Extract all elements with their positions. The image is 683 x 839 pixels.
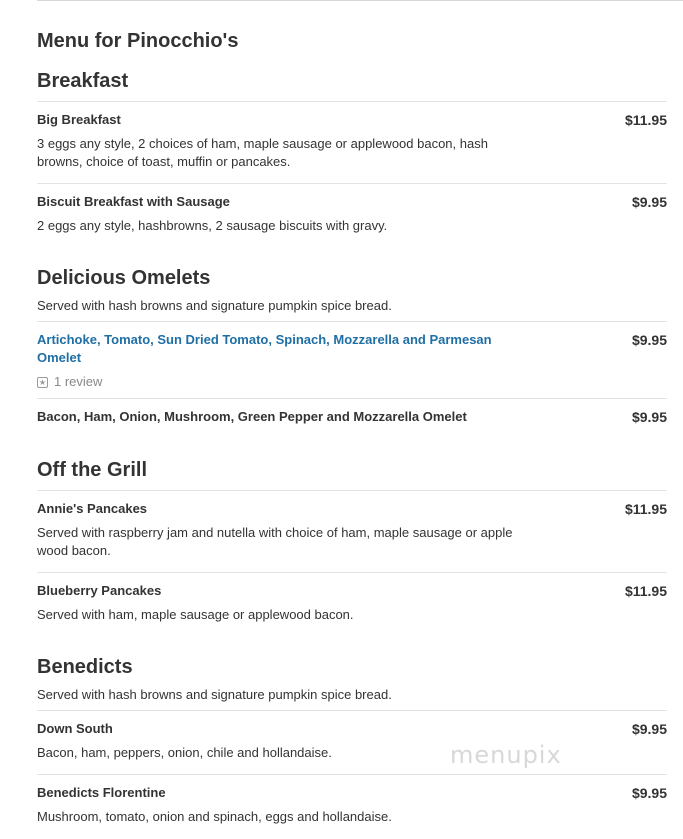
divider [37,321,667,322]
item-name: Annie's Pancakes [37,501,148,516]
item-price: $11.95 [624,501,667,517]
item-name: Benedicts Florentine [37,785,166,800]
top-rule [37,0,683,1]
item-description: Served with ham, maple sausage or applewood bacon. [37,607,354,622]
item-name: Down South [37,721,113,736]
section-title-breakfast: Breakfast [37,70,129,92]
section-description: Served with hash browns and signature pumpkin spice bread. [37,298,392,313]
item-price: $9.95 [631,721,667,737]
item-description: 3 eggs any style, 2 choices of ham, maple sausage or applewood bacon, hash browns, choice of toast, muffin or pancakes. [37,136,488,169]
divider [37,490,667,491]
item-description: Served with raspberry jam and nutella with choice of ham, maple sausage or apple wood bacon. [37,525,513,558]
divider [37,183,667,184]
divider [37,572,667,573]
item-name-link[interactable]: Artichoke, Tomato, Sun Dried Tomato, Spinach, Mozzarella and Parmesan Omelet [37,332,492,365]
item-description: 2 eggs any style, hashbrowns, 2 sausage biscuits with gravy. [37,218,388,233]
watermark-logo: menupix [450,741,562,769]
divider [37,774,667,775]
section-description: Served with hash browns and signature pumpkin spice bread. [37,687,392,702]
review-link[interactable] [37,373,667,391]
item-price: $9.95 [631,409,667,425]
star-badge-icon: ★ [38,377,47,387]
section-title-omelets: Delicious Omelets [37,267,211,289]
menu-item-benedicts-florentine [37,784,667,826]
item-name: Bacon, Ham, Onion, Mushroom, Green Pepper and Mozzarella Omelet [37,409,467,424]
item-price: $11.95 [624,583,667,599]
menu-item-biscuit-breakfast [37,193,667,235]
menu-item-big-breakfast [37,111,667,171]
page-title: Menu for Pinocchio's [37,30,239,52]
item-price: $11.95 [624,112,667,128]
item-name: Biscuit Breakfast with Sausage [37,194,230,209]
menu-item-bacon-ham-omelet [37,408,667,426]
review-count: 1 review [54,374,103,389]
item-description: Bacon, ham, peppers, onion, chile and hollandaise. [37,745,332,760]
divider [37,398,667,399]
item-price: $9.95 [631,785,667,801]
item-price: $9.95 [631,194,667,210]
item-name: Blueberry Pancakes [37,583,162,598]
menu-item-down-south [37,720,667,762]
menu-item-artichoke-omelet [37,331,667,391]
section-title-benedicts: Benedicts [37,656,133,678]
item-description: Mushroom, tomato, onion and spinach, eggs and hollandaise. [37,809,392,824]
item-name: Big Breakfast [37,112,121,127]
section-title-off-the-grill: Off the Grill [37,459,147,481]
divider [37,710,667,711]
item-price: $9.95 [631,332,667,348]
menu-item-annies-pancakes [37,500,667,560]
menu-item-blueberry-pancakes [37,582,667,624]
divider [37,101,667,102]
